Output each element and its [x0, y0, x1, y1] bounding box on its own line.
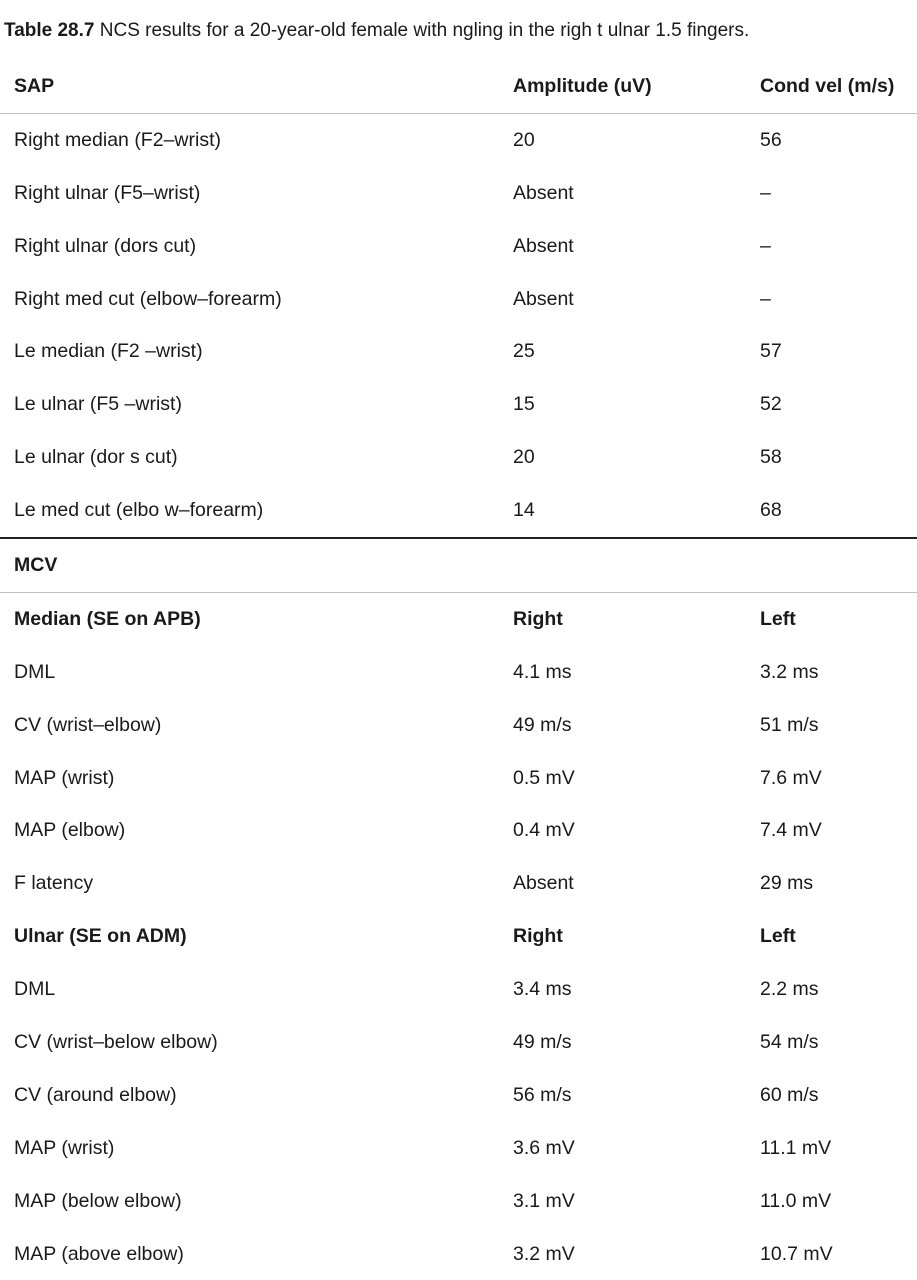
column-header: Ulnar (SE on ADM) — [14, 925, 187, 948]
amplitude-value: Absent — [513, 234, 574, 257]
table-number: Table 28.7 — [4, 20, 95, 41]
table-row — [0, 220, 917, 273]
cond-vel-value: – — [760, 234, 771, 257]
left-value: 11.1 mV — [760, 1136, 832, 1159]
ncs-results-table — [0, 60, 917, 1280]
right-value: 3.4 ms — [513, 978, 572, 1001]
row-label: Right median (F2–wrist) — [14, 128, 221, 151]
amplitude-value: 14 — [513, 499, 535, 522]
table-row — [0, 1016, 917, 1069]
row-label: F latency — [14, 872, 94, 895]
table-row — [0, 699, 917, 752]
median-header-row — [0, 593, 917, 646]
right-value: 0.5 mV — [513, 766, 575, 789]
table-row — [0, 378, 917, 431]
table-row — [0, 646, 917, 699]
column-header: Right — [513, 925, 563, 948]
row-label: MAP (elbow) — [14, 819, 126, 842]
cond-vel-value: 56 — [760, 128, 782, 151]
table-row — [0, 804, 917, 857]
left-value: 60 m/s — [760, 1083, 819, 1106]
row-label: Right med cut (elbow–forearm) — [14, 287, 282, 310]
amplitude-value: Absent — [513, 287, 574, 310]
amplitude-value: 20 — [513, 446, 535, 469]
column-header: Left — [760, 607, 796, 630]
cond-vel-value: 58 — [760, 446, 782, 469]
table-caption — [4, 17, 749, 45]
column-header: Median (SE on APB) — [14, 607, 201, 630]
right-value: 4.1 ms — [513, 660, 572, 683]
left-value: 2.2 ms — [760, 978, 819, 1001]
left-value: 54 m/s — [760, 1030, 819, 1053]
column-header: Amplitude (uV) — [513, 74, 652, 97]
table-row — [0, 431, 917, 484]
ulnar-header-row — [0, 910, 917, 963]
mcv-section-row — [0, 539, 917, 593]
cond-vel-value: 68 — [760, 499, 782, 522]
left-value: 51 m/s — [760, 713, 819, 736]
amplitude-value: Absent — [513, 181, 574, 204]
cond-vel-value: 52 — [760, 393, 782, 416]
left-value: 29 ms — [760, 872, 814, 895]
row-label: MAP (above elbow) — [14, 1242, 184, 1265]
table-row — [0, 1228, 917, 1280]
row-label: CV (wrist–below elbow) — [14, 1030, 218, 1053]
right-value: 3.1 mV — [513, 1189, 575, 1212]
right-value: 56 m/s — [513, 1083, 572, 1106]
right-value: 3.6 mV — [513, 1136, 575, 1159]
section-label: MCV — [14, 553, 58, 576]
row-label: Le ulnar (dor s cut) — [14, 446, 178, 469]
table-row — [0, 752, 917, 805]
column-header: Cond vel (m/s) — [760, 74, 895, 97]
amplitude-value: 15 — [513, 393, 535, 416]
row-label: MAP (wrist) — [14, 1136, 115, 1159]
table-row — [0, 1069, 917, 1122]
column-header: SAP — [14, 74, 55, 97]
row-label: CV (wrist–elbow) — [14, 713, 162, 736]
table-row — [0, 857, 917, 910]
table-row — [0, 963, 917, 1016]
row-label: DML — [14, 978, 56, 1001]
row-label: CV (around elbow) — [14, 1083, 177, 1106]
row-label: Le median (F2 –wrist) — [14, 340, 203, 363]
cond-vel-value: – — [760, 181, 771, 204]
table-row — [0, 484, 917, 539]
row-label: DML — [14, 660, 56, 683]
table-row — [0, 1122, 917, 1175]
row-label: MAP (below elbow) — [14, 1189, 182, 1212]
table-row — [0, 273, 917, 326]
right-value: 0.4 mV — [513, 819, 575, 842]
right-value: Absent — [513, 872, 574, 895]
column-header: Right — [513, 607, 563, 630]
left-value: 7.6 mV — [760, 766, 822, 789]
right-value: 49 m/s — [513, 713, 572, 736]
table-caption-text: NCS results for a 20-year-old female with ngling in the righ t ulnar 1.5 fingers. — [99, 20, 750, 41]
left-value: 11.0 mV — [760, 1189, 832, 1212]
column-header: Left — [760, 925, 796, 948]
cond-vel-value: 57 — [760, 340, 782, 363]
table-row — [0, 325, 917, 378]
right-value: 3.2 mV — [513, 1242, 575, 1265]
amplitude-value: 25 — [513, 340, 535, 363]
cond-vel-value: – — [760, 287, 771, 310]
row-label: Le ulnar (F5 –wrist) — [14, 393, 182, 416]
table-row — [0, 114, 917, 167]
row-label: Right ulnar (dors cut) — [14, 234, 197, 257]
row-label: Le med cut (elbo w–forearm) — [14, 499, 264, 522]
right-value: 49 m/s — [513, 1030, 572, 1053]
sap-header-row — [0, 60, 917, 114]
left-value: 3.2 ms — [760, 660, 819, 683]
left-value: 7.4 mV — [760, 819, 822, 842]
amplitude-value: 20 — [513, 128, 535, 151]
table-row — [0, 167, 917, 220]
table-row — [0, 1175, 917, 1228]
row-label: Right ulnar (F5–wrist) — [14, 181, 201, 204]
row-label: MAP (wrist) — [14, 766, 115, 789]
left-value: 10.7 mV — [760, 1242, 833, 1265]
